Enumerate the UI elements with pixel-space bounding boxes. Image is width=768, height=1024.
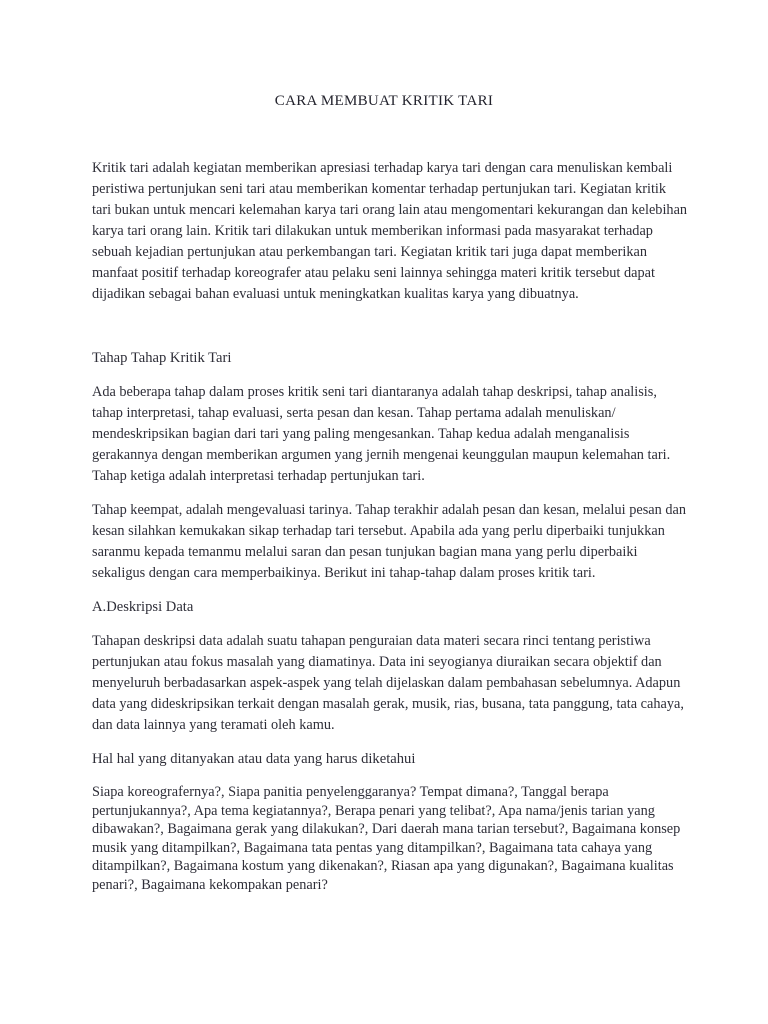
subheading-questions: Hal hal yang ditanyakan atau data yang harus diketahui [92,751,416,767]
document-title: CARA MEMBUAT KRITIK TARI [274,93,494,109]
stages-paragraph-2: Tahap keempat, adalah mengevaluasi tarinya. Tahap terakhir adalah pesan dan kesan, melalui pesan dan kesan silahkan kemukakan sikap terhadap tari tersebut. Apabila ada yang perlu diperbaiki tunjukkan saranmu kepada temanmu melalui saran dan pesan tunjukan bagian mana yang perlu diperbaiki sekaligus dengan cara memperbaikinya. Berikut ini tahap-tahap dalam proses kritik tari. [92,502,686,581]
deskripsi-paragraph: Tahapan deskripsi data adalah suatu tahapan penguraian data materi secara rinci tentang peristiwa pertunjukan atau fokus masalah yang diamatinya. Data ini seyogianya diuraikan secara objektif dan menyeluruh berbadasarkan aspek-aspek yang telah dijelaskan dalam pembahasan sebelumnya. Adapun data yang dideskripsikan terkait dengan masalah gerak, musik, rias, busana, tata panggung, tata cahaya, dan data lainnya yang teramati oleh kamu. [92,633,684,733]
stages-paragraph-1: Ada beberapa tahap dalam proses kritik seni tari diantaranya adalah tahap deskripsi, tahap analisis, tahap interpretasi, tahap evaluasi, serta pesan dan kesan. Tahap pertama adalah menuliskan/ mendeskripsikan bagian dari tari yang paling mengesankan. Tahap kedua adalah menganalisis gerakannya dengan memberikan argumen yang jernih mengenai keunggulan maupun kelemahan tari. Tahap ketiga adalah interpretasi terhadap pertunjukan tari. [92,384,671,484]
questions-paragraph: Siapa koreografernya?, Siapa panitia penyelenggaranya? Tempat dimana?, Tanggal berapa pertunjukannya?, Apa tema kegiatannya?, Berapa penari yang telibat?, Apa nama/jenis tarian yang dibawakan?, Bagaimana gerak yang dilakukan?, Dari daerah mana tarian tersebut?, Bagaimana konsep musik yang ditampilkan?, Bagaimana tata pentas yang ditampilkan?, Bagaimana tata cahaya yang ditampilkan?, Bagaimana kostum yang dikenakan?, Riasan apa yang digunakan?, Bagaimana kualitas penari?, Bagaimana kekompakan penari? [92,784,681,893]
section-heading: Tahap Tahap Kritik Tari [92,350,232,366]
document-body [92,158,688,894]
intro-paragraph: Kritik tari adalah kegiatan memberikan apresiasi terhadap karya tari dengan cara menuliskan kembali peristiwa pertunjukan seni tari atau memberikan komentar terhadap pertunjukan tari. Kegiatan kritik tari bukan untuk mencari kelemahan karya tari orang lain atau mengomentari kekurangan dan kelebihan karya tari orang lain. Kritik tari dilakukan untuk memberikan informasi pada masyarakat terhadap sebuah kejadian pertunjukan atau perkembangan tari. Kegiatan kritik tari juga dapat memberikan manfaat positif terhadap koreografer atau pelaku seni lainnya sehingga materi kritik tersebut dapat dijadikan sebagai bahan evaluasi untuk meningkatkan kualitas karya yang dibuatnya. [92,160,688,302]
subheading-deskripsi-data: A.Deskripsi Data [92,599,194,615]
